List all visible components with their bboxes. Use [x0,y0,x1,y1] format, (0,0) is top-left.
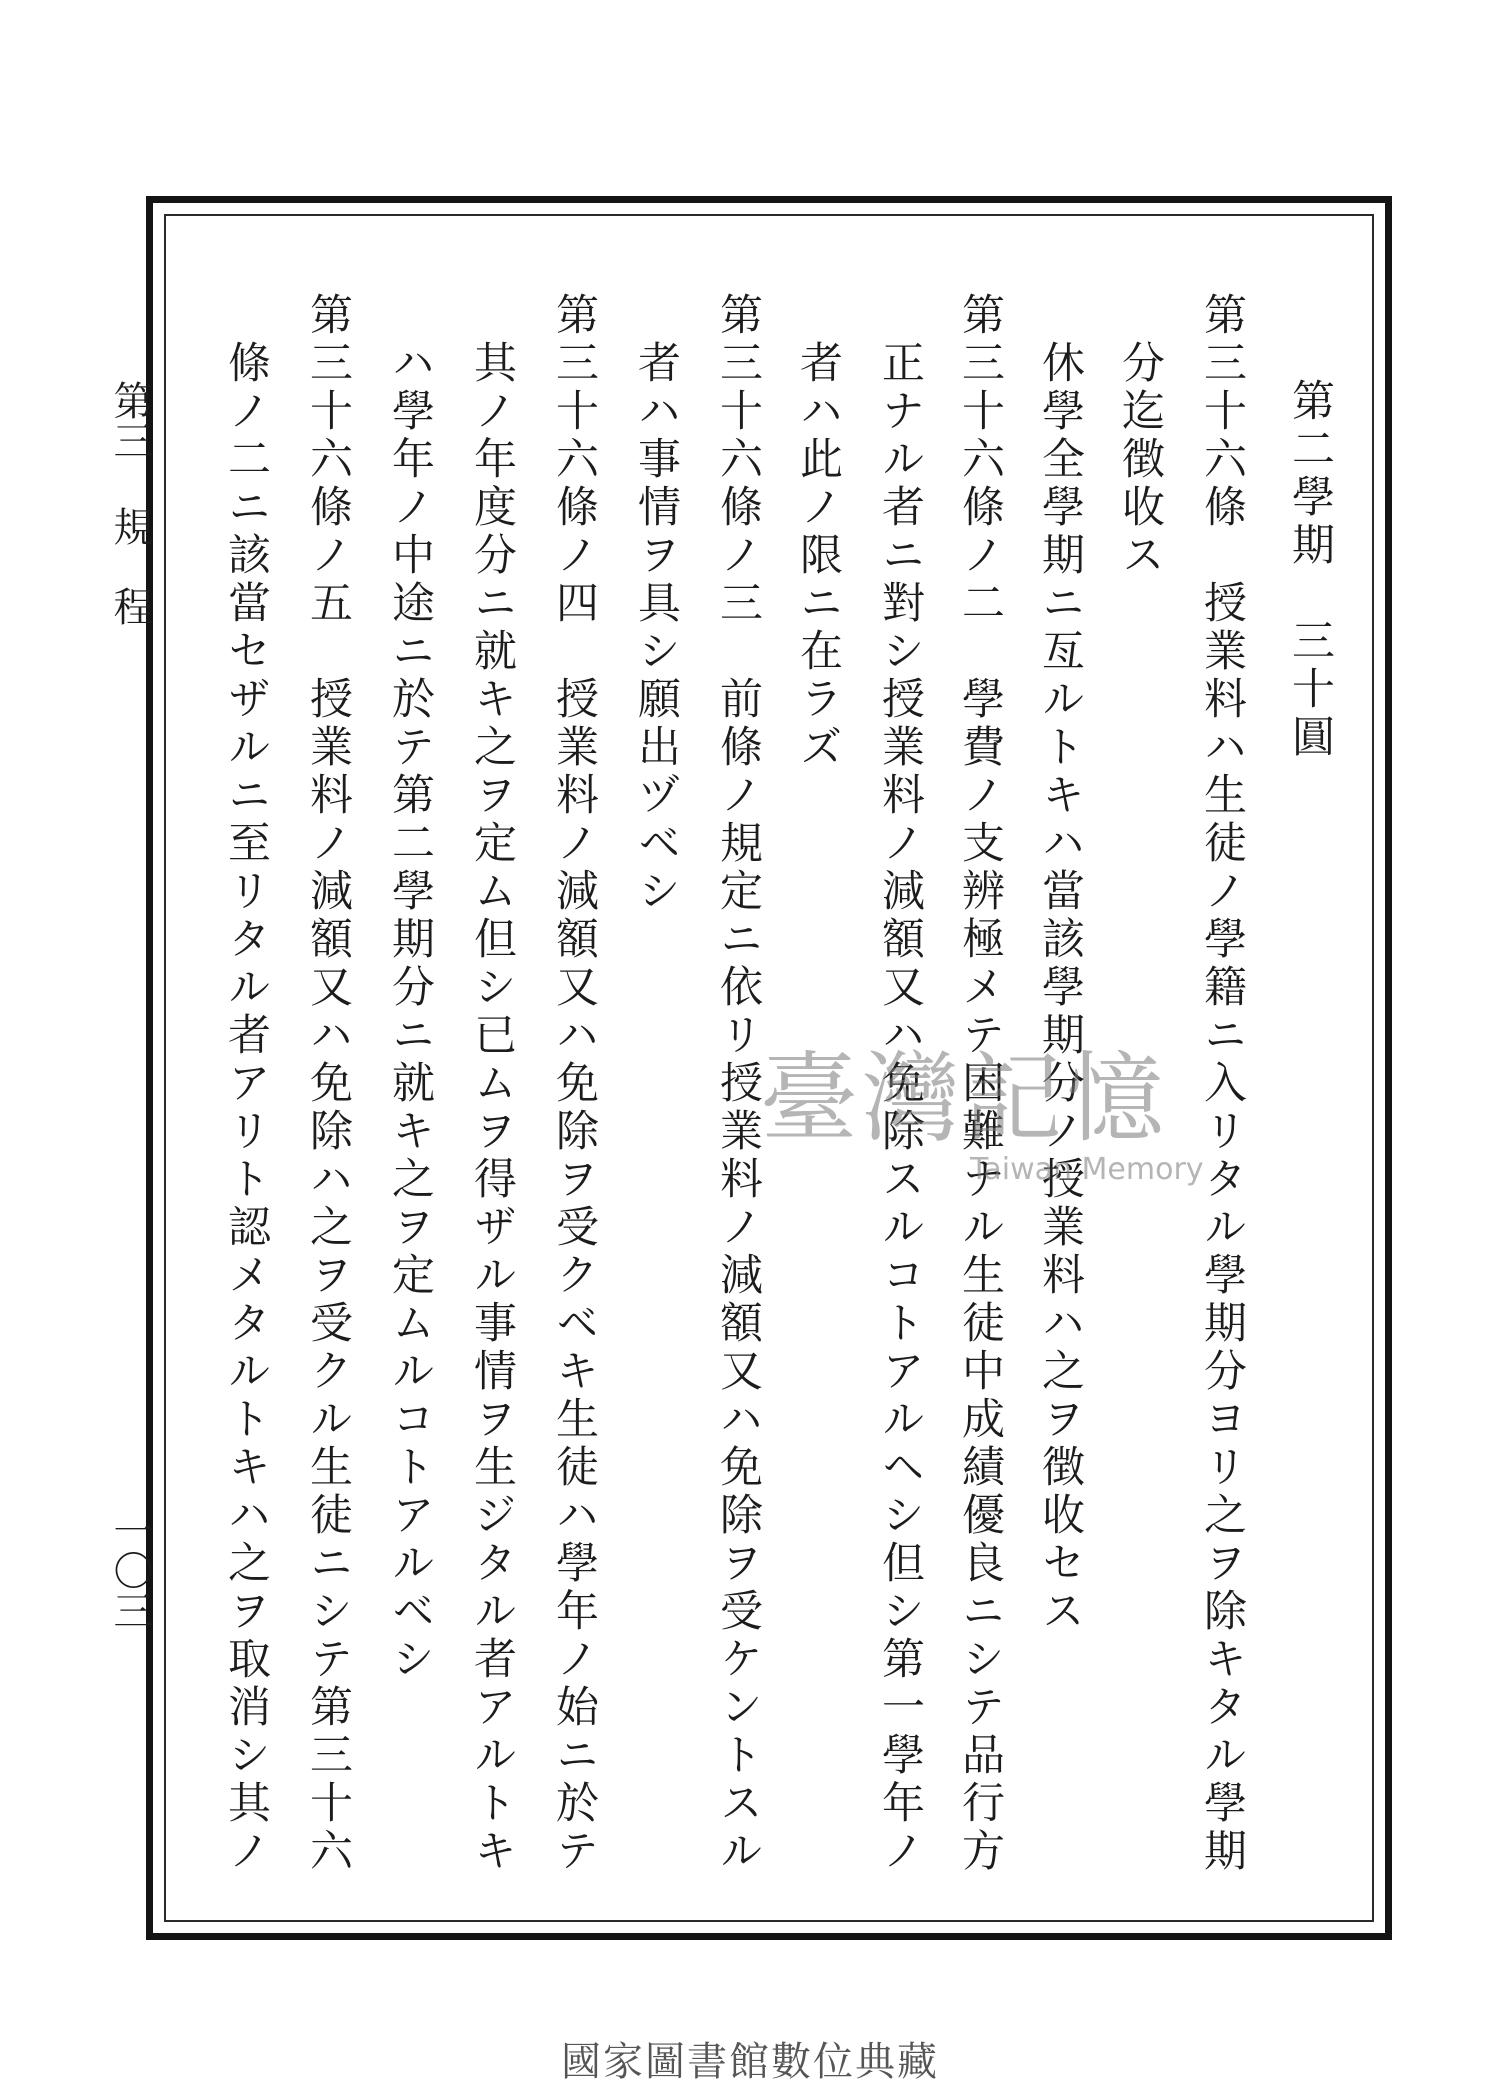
text-column-6: 正ナル者ニ對シ授業料ノ減額又ハ免除スルコトアルヘシ但シ第一學年ノ [875,340,925,1876]
text-column-13: 第三十六條ノ五 授業料ノ減額又ハ免除ハ之ヲ受クル生徒ニシテ第三十六 [303,292,353,1876]
text-column-1: 第二學期 三十圓 [1285,378,1335,762]
text-column-7: 者ハ此ノ限ニ在ラズ [793,340,843,772]
text-column-14: 條ノ二ニ該當セザルニ至リタル者アリト認メタルトキハ之ヲ取消シ其ノ [221,340,271,1876]
running-head: 第三 規 程 [107,380,153,626]
watermark-english: Taiwan Memory [970,1152,1204,1187]
text-column-5: 第三十六條ノ二 學費ノ支辨極メテ困難ナル生徒中成績優良ニシテ品行方 [955,292,1005,1876]
text-column-4: 休學全學期ニ亙ルトキハ當該學期分ノ授業料ハ之ヲ徴收セス [1035,340,1085,1636]
footer-credit: 國家圖書館數位典藏 [561,2039,939,2085]
text-column-10: 第三十六條ノ四 授業料ノ減額又ハ免除ヲ受クベキ生徒ハ學年ノ始ニ於テ [549,292,599,1876]
text-column-12: ハ學年ノ中途ニ於テ第二學期分ニ就キ之ヲ定ムルコトアルベシ [385,340,435,1684]
text-column-9: 者ハ事情ヲ具シ願出ヅベシ [631,340,681,916]
page-number: 一〇三 [107,1510,153,1630]
text-column-8: 第三十六條ノ三 前條ノ規定ニ依リ授業料ノ減額又ハ免除ヲ受ケントスル [713,292,763,1876]
text-column-3: 分迄徴收ス [1115,340,1165,580]
text-column-2: 第三十六條 授業料ハ生徒ノ學籍ニ入リタル學期分ヨリ之ヲ除キタル學期 [1197,292,1247,1876]
watermark-chinese: 臺灣記憶 [760,1042,1169,1156]
text-column-11: 其ノ年度分ニ就キ之ヲ定ム但シ已ムヲ得ザル事情ヲ生ジタル者アルトキ [467,340,517,1876]
